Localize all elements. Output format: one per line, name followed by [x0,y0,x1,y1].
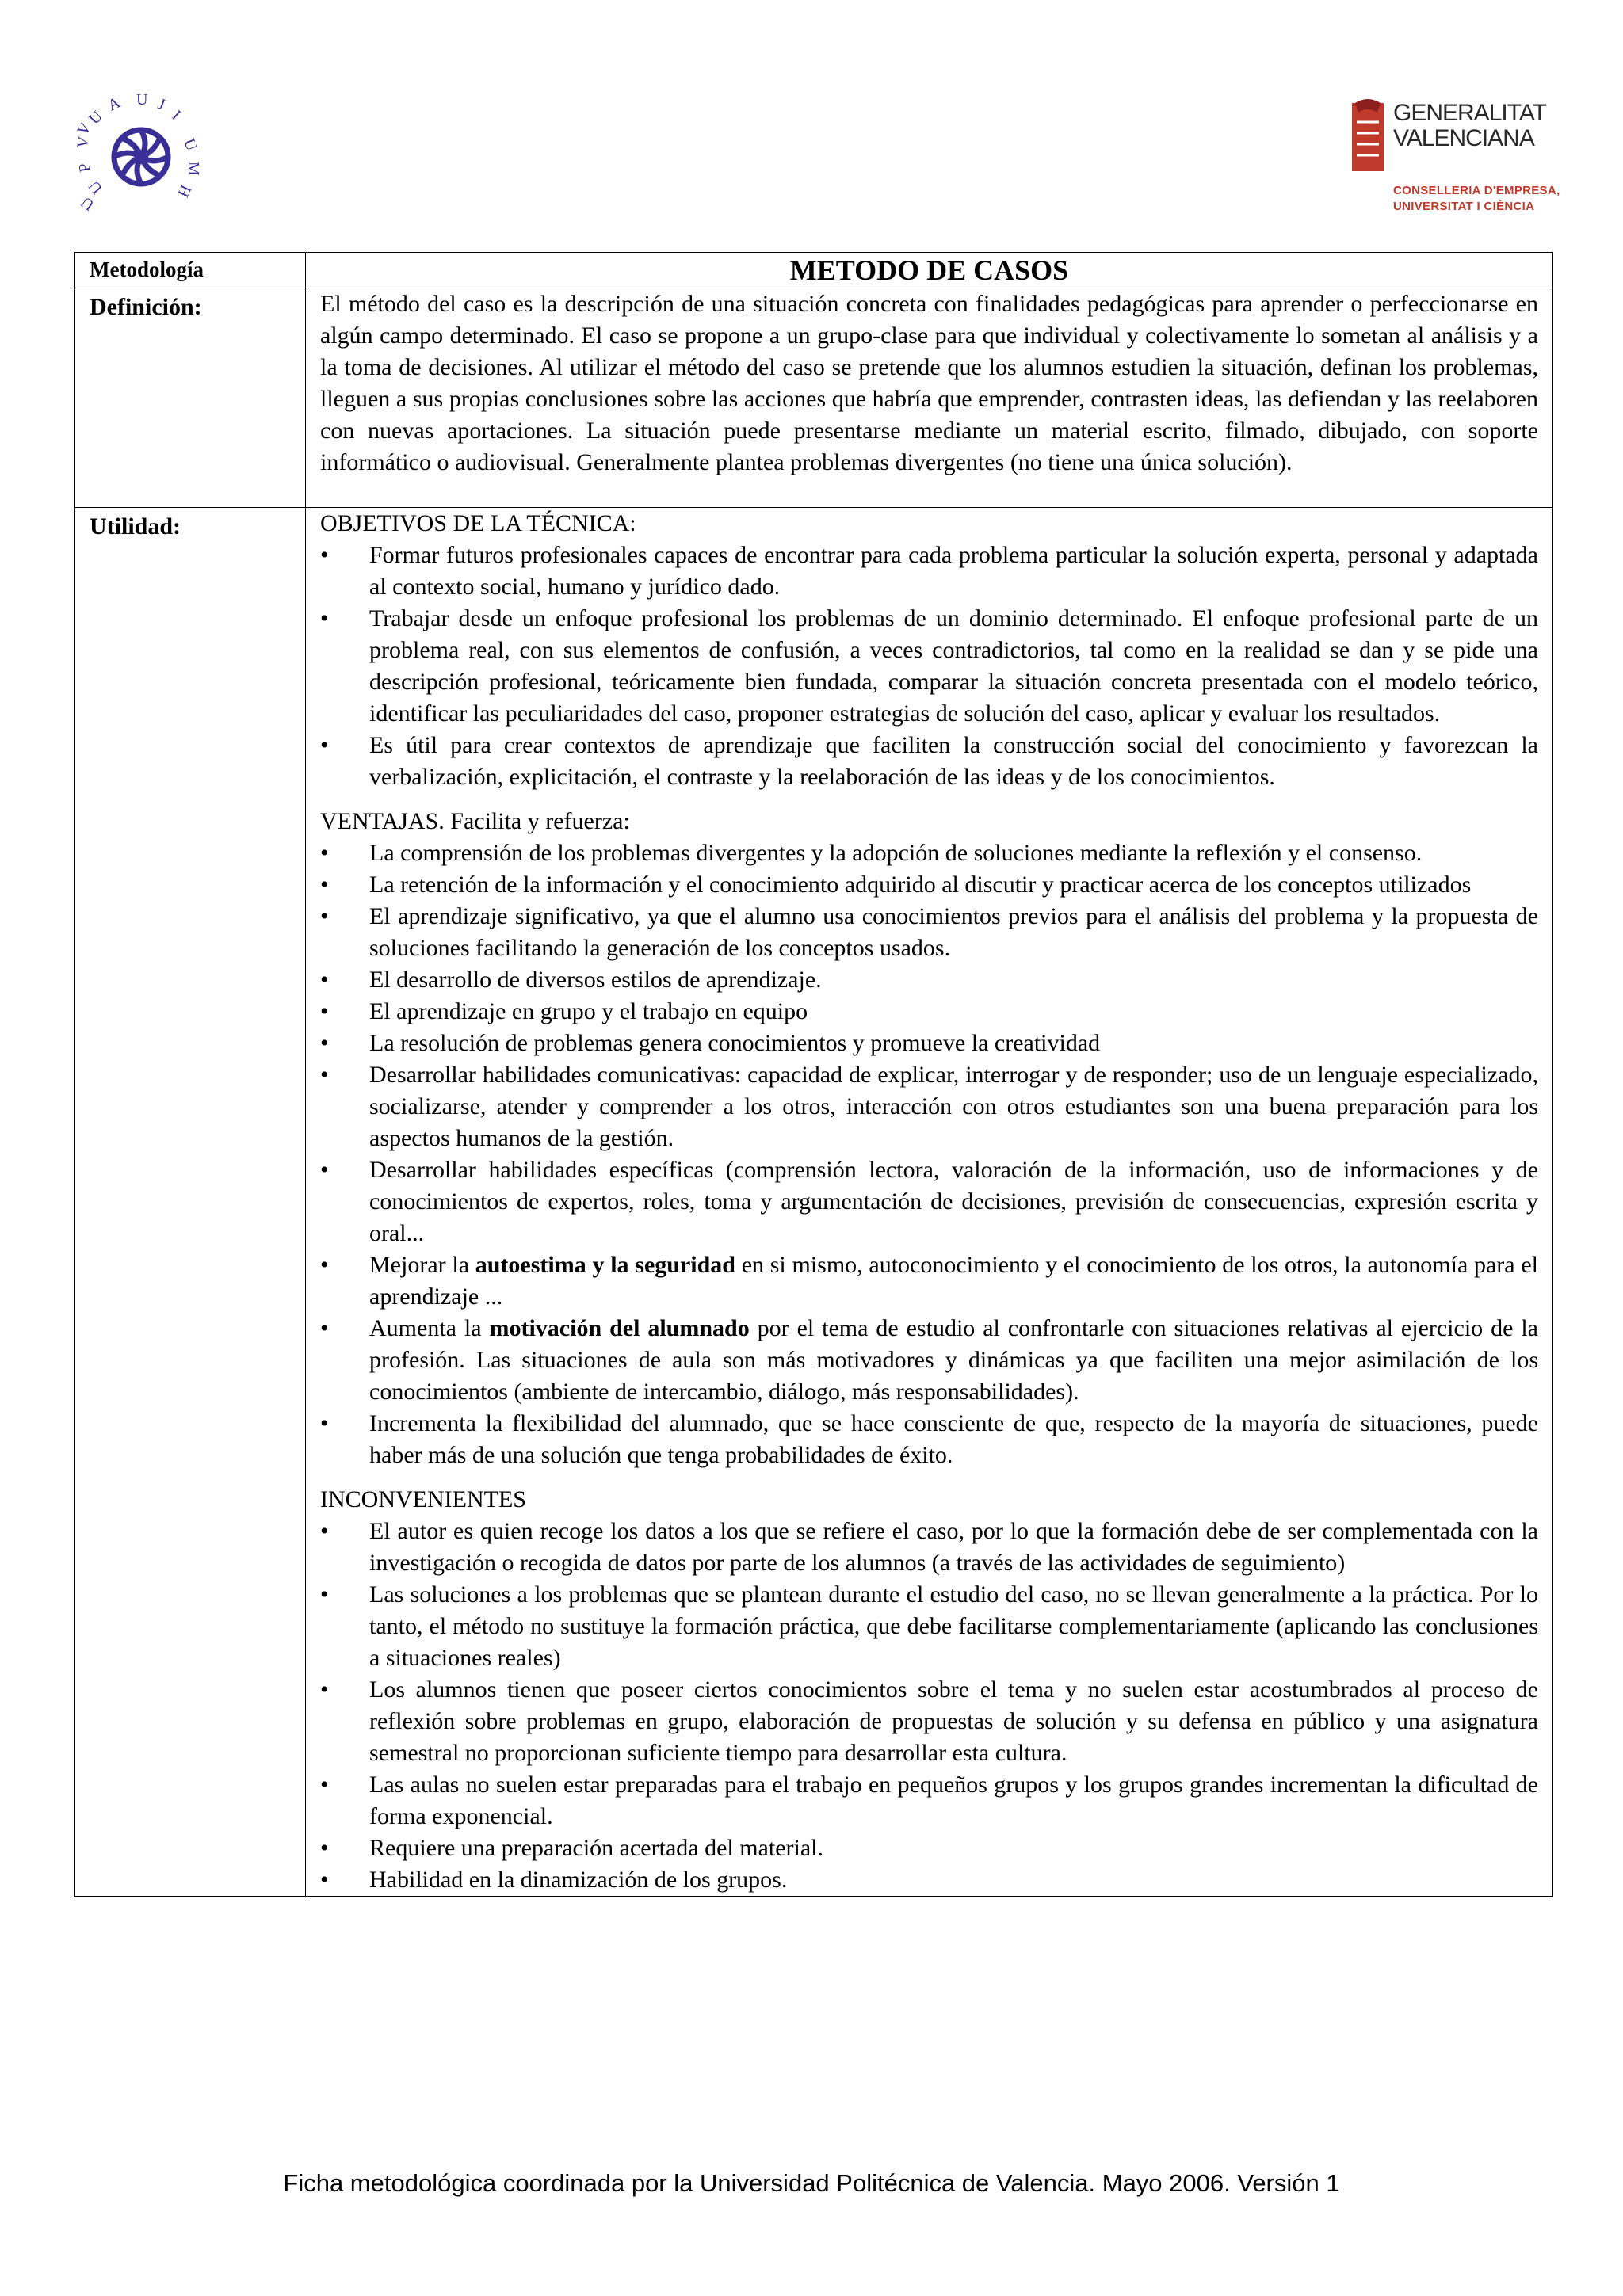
item-text: El aprendizaje significativo, ya que el alumno usa conocimientos previos para el análisis del problema y la propuesta de soluciones facilitando la generación de los conceptos usados. [369,903,1538,961]
svg-text:U: U [180,136,200,154]
row-metodologia [75,253,1553,288]
list-item [320,1313,1538,1408]
list-item: • Requiere una preparación acertada del material. [320,1833,1538,1864]
item-text: La resolución de problemas genera conocimientos y promueve la creatividad [369,1030,1101,1056]
svg-text:P: P [75,162,94,174]
definicion-cell [306,288,1553,508]
list-item: • Habilidad en la dinamización de los grupos. [320,1864,1538,1896]
ventajas-heading: VENTAJAS. Facilita y refuerza: [320,808,630,834]
list-item [320,1408,1538,1471]
list-item: • Los alumnos tienen que poseer ciertos conocimientos sobre el tema y no suelen estar acostumbrados al proceso de reflexión sobre problemas en grupo, elaboración de propuestas de solución y su defensa en público y una asignatura semestral no proporcionan suficiente tiempo para desarrollar esta cultura. [320,1674,1538,1769]
row-utilidad [75,508,1553,1897]
list-item [320,964,1538,996]
item-text: La retención de la información y el conocimiento adquirido al discutir y practicar acerca de los conceptos utilizados [369,871,1472,898]
item-text: Mejorar la [369,1252,475,1278]
list-item: • Formar futuros profesionales capaces de encontrar para cada problema particular la solución experta, personal y adaptada al contexto social, humano y jurídico dado. [320,540,1538,603]
svg-text:H: H [174,181,195,200]
svg-text:U: U [136,91,148,109]
generalitat-line1: GENERALITAT [1393,100,1546,126]
list-item: • Trabajar desde un enfoque profesional los problemas de un dominio determinado. El enfoque profesional parte de un problema real, con sus elementos de confusión, a veces contradictorios, tal como en la realidad se dan y se pide una descripción profesional, teóricamente bien fundada, comparar la situación concreta presentada con el modelo teórico, identificar las peculiaridades del caso, proponer estrategias de solución del caso, aplicar y evaluar los resultados. [320,603,1538,730]
list-item [320,996,1538,1028]
definicion-text: El método del caso es la descripción de una situación concreta con finalidades pedagógicas para aprender o perfeccionarse en algún campo determinado. El caso se propone a un grupo-clase para que individual y colectivamente lo sometan al análisis y a la toma de decisiones. Al utilizar el método del caso se pretende que los alumnos estudien la situación, definan los problemas, lleguen a sus propias conclusiones sobre las acciones que habría que emprender, contrasten ideas, las defiendan y las reelaboren con nuevas aportaciones. La situación puede presentarse mediante un material escrito, filmado, dibujado, con soporte informático o audiovisual. Generalmente plantea problemas divergentes (no tiene una única solución). [320,291,1538,475]
list-item [320,1154,1538,1249]
svg-text:U: U [78,193,97,214]
svg-text:A: A [105,93,124,115]
list-item: • Las aulas no suelen estar preparadas para el trabajo en pequeños grupos y los grupos grandes incrementan la dificultad de forma exponencial. [320,1769,1538,1833]
item-text: por el tema de estudio al confrontarle con situaciones relativas al ejercicio de la profesión. Las situaciones de aula son más motivadores y dinámicas ya que faciliten una mejor asimilación de los conocimientos (ambiente de intercambio, diálogo, más responsabilidades). [369,1315,1538,1405]
item-bold-text: autoestima y la seguridad [475,1252,735,1278]
svg-text:M: M [185,162,202,176]
list-item [320,901,1538,964]
generalitat-emblem-icon [1347,98,1388,177]
methodology-table [74,252,1553,1897]
metodologia-label: Metodología [75,253,306,288]
svg-text:U: U [85,107,106,128]
item-text: El aprendizaje en grupo y el trabajo en equipo [369,998,808,1024]
svg-text:U: U [85,177,106,197]
item-text: La comprensión de los problemas divergentes y la adopción de soluciones mediante la reflexión y el consenso. [369,840,1423,866]
item-text: Incrementa la flexibilidad del alumnado, que se hace consciente de que, respecto de la mayoría de situaciones, puede haber más de una solución que tenga probabilidades de éxito. [369,1410,1538,1468]
university-seal-logo [74,91,214,222]
item-text: en si mismo, autoconocimiento y el conocimiento de los otros, la autonomía para el aprendizaje ... [369,1252,1538,1310]
svg-text:J: J [155,95,168,114]
list-item [320,1249,1538,1313]
item-text: Desarrollar habilidades comunicativas: capacidad de explicar, interrogar y de responder; uso de un lenguaje especializado, socializarse, atender y comprender a los otros, interacción con otros estudiantes son una buena preparación para los aspectos humanos de la gestión. [369,1062,1538,1151]
generalitat-valenciana-logo [1347,95,1561,222]
svg-text:V: V [74,119,95,139]
list-item [320,1028,1538,1059]
list-item: • El autor es quien recoge los datos a los que se refiere el caso, por lo que la formación debe de ser complementada con la investigación o recogida de datos por parte de los alumnos (a través de las actividades de seguimiento) [320,1516,1538,1579]
item-text: El desarrollo de diversos estilos de aprendizaje. [369,967,822,993]
list-item [320,869,1538,901]
page-footer: Ficha metodológica coordinada por la Universidad Politécnica de Valencia. Mayo 2006. Versión 1 [283,2169,1340,2197]
list-item: • Es útil para crear contextos de aprendizaje que faciliten la construcción social del conocimiento y favorezcan la verbalización, explicitación, el contraste y la reelaboración de las ideas y de los conocimientos. [320,730,1538,793]
objetivos-list [320,540,1538,793]
university-seal-icon [74,91,214,222]
conselleria-line2: UNIVERSITAT I CIÈNCIA [1393,200,1535,213]
svg-text:I: I [168,106,185,124]
utilidad-label: Utilidad: [75,508,306,1897]
svg-text:V: V [74,135,94,150]
row-definicion [75,288,1553,508]
item-text: Desarrollar habilidades específicas (comprensión lectora, valoración de la información, uso de informaciones y de conocimientos de expertos, roles, toma y argumentación de decisiones, previsión de consecuencias, expresión escrita y oral... [369,1157,1538,1246]
inconvenientes-heading: INCONVENIENTES [320,1486,526,1512]
objetivos-heading: OBJETIVOS DE LA TÉCNICA: [320,510,636,536]
list-item: • Las soluciones a los problemas que se plantean durante el estudio del caso, no se llevan generalmente a la práctica. Por lo tanto, el método no sustituye la formación práctica, que debe facilitarse complementariamente (aplicando las conclusiones a situaciones reales) [320,1579,1538,1674]
inconvenientes-list [320,1516,1538,1896]
item-bold-text: motivación del alumnado [489,1315,750,1341]
list-item [320,1059,1538,1154]
list-item [320,837,1538,869]
conselleria-line1: CONSELLERIA D'EMPRESA, [1393,184,1560,197]
item-text: Aumenta la [369,1315,490,1341]
methodology-title: METODO DE CASOS [789,254,1069,286]
ventajas-list [320,837,1538,1471]
definicion-label: Definición: [75,288,306,508]
generalitat-line2: VALENCIANA [1393,125,1534,151]
utilidad-cell [306,508,1553,1897]
metodologia-cell [306,253,1553,288]
